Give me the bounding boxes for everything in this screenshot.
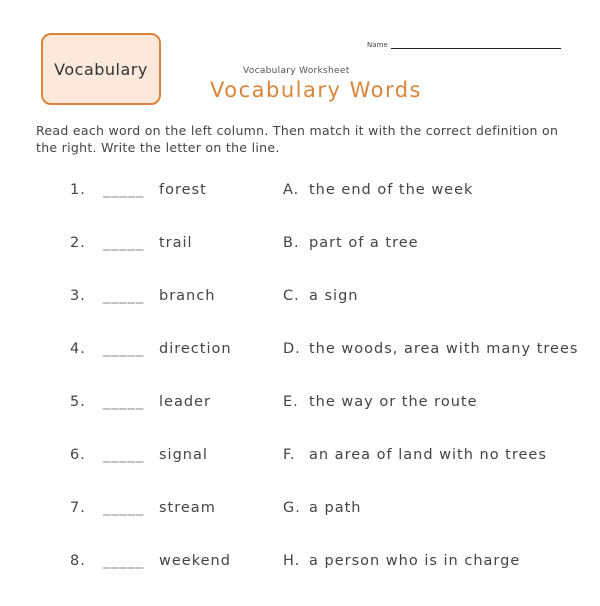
word-text: branch	[159, 288, 216, 304]
answer-blank[interactable]: _____	[103, 235, 145, 251]
definition-text: the end of the week	[309, 182, 474, 198]
definition-letter: A.	[283, 182, 300, 198]
word-item	[70, 394, 232, 447]
word-text: direction	[159, 341, 232, 357]
word-item	[70, 500, 232, 553]
definition-text: a person who is in charge	[309, 553, 521, 569]
definition-text: the woods, area with many trees	[309, 341, 579, 357]
answer-blank[interactable]: _____	[103, 447, 145, 463]
definition-letter: C.	[283, 288, 300, 304]
definition-letter: G.	[283, 500, 301, 516]
definition-item	[283, 553, 578, 606]
word-number: 4.	[70, 341, 86, 357]
word-item	[70, 553, 232, 606]
word-number: 5.	[70, 394, 86, 410]
name-line[interactable]	[391, 40, 561, 49]
definition-letter: B.	[283, 235, 300, 251]
word-number: 8.	[70, 553, 86, 569]
definition-list	[283, 182, 578, 606]
definition-item	[283, 288, 578, 341]
answer-blank[interactable]: _____	[103, 394, 145, 410]
word-item	[70, 341, 232, 394]
worksheet-title: Vocabulary Words	[210, 78, 422, 102]
vocabulary-badge	[41, 33, 161, 105]
word-item	[70, 447, 232, 500]
definition-item	[283, 394, 578, 447]
answer-blank[interactable]: _____	[103, 288, 145, 304]
definition-letter: H.	[283, 553, 301, 569]
definition-item	[283, 500, 578, 553]
name-field	[367, 40, 561, 49]
word-item	[70, 235, 232, 288]
answer-blank[interactable]: _____	[103, 341, 145, 357]
word-text: weekend	[159, 553, 231, 569]
definition-text: a path	[309, 500, 362, 516]
definition-item	[283, 235, 578, 288]
word-text: signal	[159, 447, 208, 463]
answer-blank[interactable]: _____	[103, 182, 145, 198]
word-number: 7.	[70, 500, 86, 516]
answer-blank[interactable]: _____	[103, 553, 145, 569]
definition-text: an area of land with no trees	[309, 447, 547, 463]
definition-text: part of a tree	[309, 235, 419, 251]
definition-item	[283, 447, 578, 500]
word-number: 3.	[70, 288, 86, 304]
definition-item	[283, 182, 578, 235]
word-text: trail	[159, 235, 193, 251]
word-text: leader	[159, 394, 211, 410]
word-text: forest	[159, 182, 207, 198]
worksheet-subtitle: Vocabulary Worksheet	[243, 66, 350, 76]
word-number: 2.	[70, 235, 86, 251]
badge-label: Vocabulary	[54, 59, 148, 79]
definition-text: the way or the route	[309, 394, 478, 410]
definition-letter: D.	[283, 341, 301, 357]
definition-text: a sign	[309, 288, 359, 304]
word-number: 6.	[70, 447, 86, 463]
word-item	[70, 288, 232, 341]
definition-item	[283, 341, 578, 394]
definition-letter: F.	[283, 447, 296, 463]
word-number: 1.	[70, 182, 86, 198]
word-list	[70, 182, 232, 606]
word-text: stream	[159, 500, 216, 516]
answer-blank[interactable]: _____	[103, 500, 145, 516]
name-label: Name	[367, 41, 388, 49]
word-item	[70, 182, 232, 235]
instructions: Read each word on the left column. Then match it with the correct definition on the right. Write the letter on the line.	[36, 123, 559, 155]
definition-letter: E.	[283, 394, 299, 410]
